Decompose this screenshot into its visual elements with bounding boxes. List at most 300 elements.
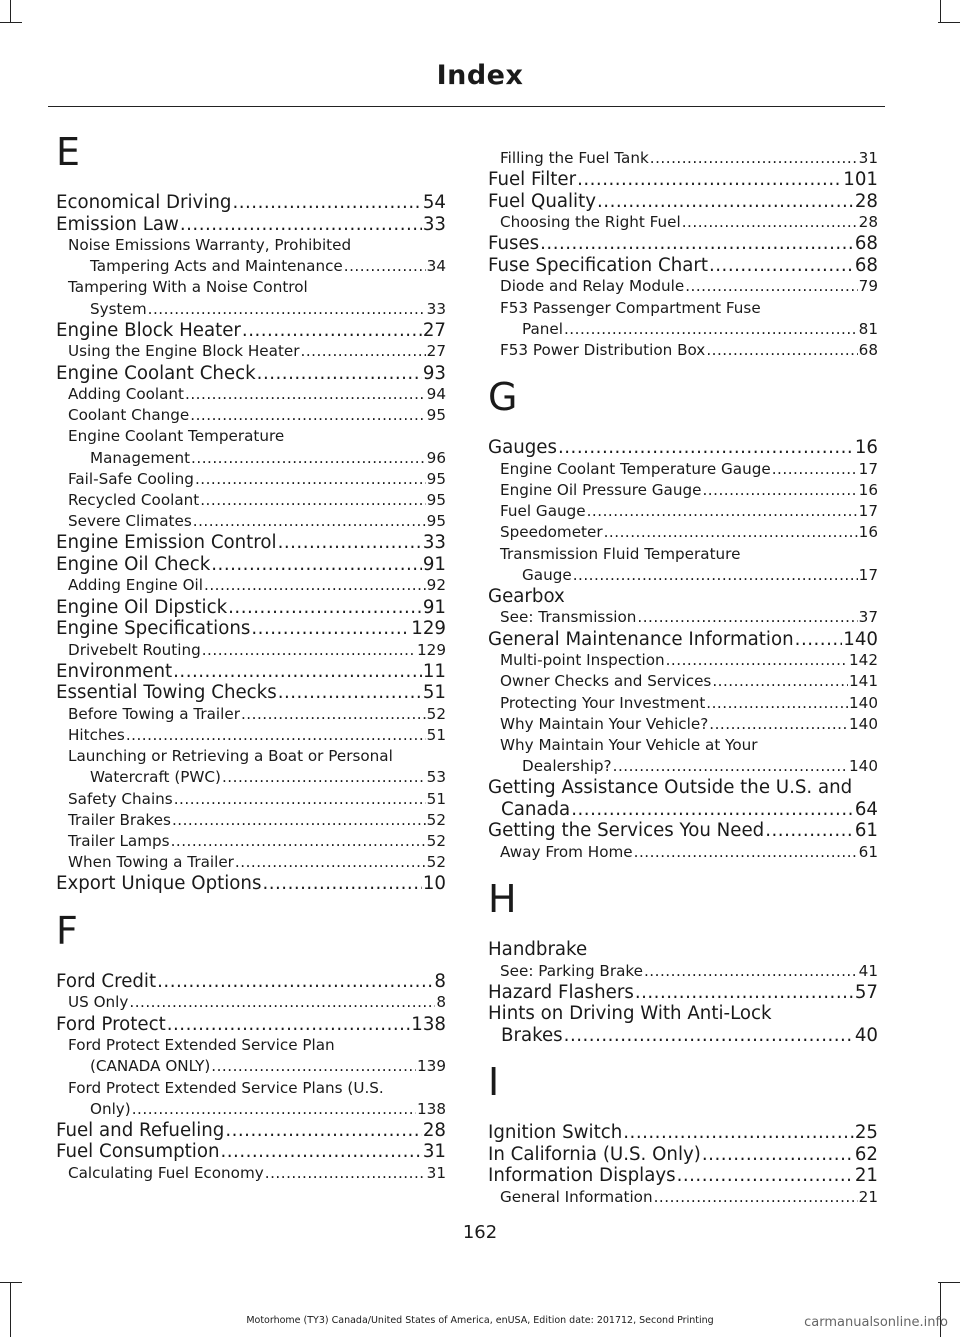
leader-dots <box>232 192 421 214</box>
index-entry[interactable] <box>488 629 878 651</box>
entry-text-continued: Brakes <box>501 1024 563 1046</box>
leader-dots <box>172 810 426 831</box>
page-ref: 61 <box>854 820 878 842</box>
index-subentry[interactable] <box>488 522 878 543</box>
index-entry[interactable] <box>56 661 446 683</box>
page-ref: 64 <box>854 798 878 820</box>
index-entry[interactable] <box>56 1014 446 1036</box>
entry-text: Adding Coolant <box>68 385 185 404</box>
section-letter: G <box>488 375 518 420</box>
page-ref: 139 <box>417 1057 446 1076</box>
index-subentry[interactable] <box>488 148 878 169</box>
leader-dots <box>265 1163 426 1184</box>
entry-continuation <box>90 299 446 320</box>
page-ref: 138 <box>417 1099 446 1118</box>
page-ref: 95 <box>426 406 446 425</box>
leader-dots <box>795 629 843 651</box>
leader-dots <box>211 1056 416 1077</box>
page-ref: 27 <box>422 319 446 341</box>
index-subentry[interactable] <box>56 640 446 661</box>
entry-text-continued: Gauge <box>522 565 572 584</box>
page-ref: 91 <box>422 553 446 575</box>
entry-continuation <box>501 1025 878 1047</box>
page-ref: 8 <box>436 993 446 1012</box>
entry-text: Using the Engine Block Heater <box>68 342 300 361</box>
page-number: 162 <box>462 1222 498 1243</box>
entry-text: Engine Oil Pressure Gauge <box>500 480 702 499</box>
entry-text: Fuel and Refueling <box>56 1119 225 1141</box>
leader-dots <box>174 789 426 810</box>
entry-text: Transmission Fluid Temperature <box>500 544 741 563</box>
page-ref: 10 <box>422 873 446 895</box>
entry-text: Environment <box>56 660 173 682</box>
index-entry[interactable] <box>488 777 878 820</box>
leader-dots <box>709 255 854 277</box>
page-ref: 33 <box>426 299 446 318</box>
page-ref: 140 <box>849 757 878 776</box>
index-entry[interactable] <box>56 618 446 640</box>
page-ref: 52 <box>426 810 446 829</box>
leader-dots <box>634 842 858 863</box>
leader-dots <box>635 982 854 1004</box>
leader-dots <box>157 971 433 993</box>
leader-dots <box>278 682 422 704</box>
entry-text: Coolant Change <box>68 406 190 425</box>
page-ref: 68 <box>854 254 878 276</box>
leader-dots <box>251 618 410 640</box>
page-ref: 95 <box>426 491 446 510</box>
index-subentry[interactable] <box>56 1035 446 1077</box>
page-title: Index <box>436 60 524 91</box>
entry-text: Severe Climates <box>68 512 192 531</box>
page-ref: 16 <box>858 523 878 542</box>
entry-text: Tampering With a Noise Control <box>68 278 308 297</box>
leader-dots <box>225 1120 422 1142</box>
page-ref: 79 <box>858 277 878 296</box>
index-entry[interactable] <box>56 873 446 895</box>
page-ref: 57 <box>854 981 878 1003</box>
leader-dots <box>171 831 426 852</box>
page-ref: 91 <box>422 596 446 618</box>
crop-mark <box>938 22 960 23</box>
leader-dots <box>257 363 422 385</box>
leader-dots <box>677 1165 854 1187</box>
leader-dots <box>772 459 858 480</box>
page-ref: 93 <box>422 362 446 384</box>
index-subentry[interactable] <box>488 735 878 777</box>
entry-text-continued: Panel <box>522 319 563 338</box>
index-subentry[interactable] <box>56 831 446 852</box>
leader-dots <box>613 756 848 777</box>
index-subentry[interactable] <box>488 340 878 361</box>
index-subentry[interactable] <box>488 961 878 982</box>
entry-text: Diode and Relay Module <box>500 277 685 296</box>
index-subentry[interactable] <box>488 480 878 501</box>
leader-dots <box>702 1144 854 1166</box>
entry-text: Fuse Specification Chart <box>488 254 708 276</box>
entry-text-continued: Watercraft (PWC) <box>90 768 221 787</box>
entry-text: Fuel Gauge <box>500 502 586 521</box>
page-ref: 53 <box>426 768 446 787</box>
entry-text-continued: Only) <box>90 1099 131 1118</box>
page-ref: 95 <box>426 469 446 488</box>
index-entry[interactable] <box>56 597 446 619</box>
index-entry[interactable] <box>488 820 878 842</box>
entry-text: Engine Oil Dipstick <box>56 596 228 618</box>
leader-dots <box>558 437 854 459</box>
index-subentry[interactable] <box>56 852 446 873</box>
page-ref: 41 <box>858 961 878 980</box>
leader-dots <box>228 597 422 619</box>
index-subentry[interactable] <box>488 693 878 714</box>
edition-footer: Motorhome (TY3) Canada/United States of America, enUSA, Edition date: 201712, Second Printing <box>246 1315 714 1326</box>
entry-text: See: Parking Brake <box>500 961 643 980</box>
leader-dots <box>132 1099 416 1120</box>
entry-text: Engine Emission Control <box>56 532 277 554</box>
index-subentry[interactable] <box>488 607 878 628</box>
entry-text: See: Transmission <box>500 608 637 627</box>
page-ref: 8 <box>434 970 446 992</box>
leader-dots <box>200 490 425 511</box>
index-subentry[interactable] <box>488 501 878 522</box>
index-subentry[interactable] <box>56 575 446 596</box>
index-entry[interactable] <box>488 1144 878 1166</box>
entry-text: Safety Chains <box>68 789 173 808</box>
leader-dots <box>712 671 848 692</box>
page-ref: 96 <box>426 448 446 467</box>
leader-dots <box>666 650 848 671</box>
entry-text: Engine Oil Check <box>56 553 211 575</box>
entry-text: F53 Passenger Compartment Fuse <box>500 298 761 317</box>
entry-text: F53 Power Distribution Box <box>500 341 706 360</box>
entry-text: Engine Coolant Temperature <box>68 427 285 446</box>
index-subentry[interactable] <box>56 405 446 426</box>
entry-text: Getting the Services You Need <box>488 820 765 842</box>
index-subentry[interactable] <box>488 544 878 586</box>
index-entry[interactable] <box>488 1003 878 1046</box>
entry-text: Launching or Retrieving a Boat or Personal <box>68 747 393 766</box>
index-entry[interactable] <box>488 191 878 213</box>
index-entry[interactable] <box>56 192 446 214</box>
leader-dots <box>180 214 422 236</box>
page-ref: 142 <box>849 651 878 670</box>
entry-continuation <box>501 799 878 821</box>
section-letter: E <box>56 130 81 174</box>
entry-text: Filling the Fuel Tank <box>500 149 649 167</box>
leader-dots <box>573 565 858 586</box>
page-ref: 101 <box>843 169 878 191</box>
index-subentry[interactable] <box>56 789 446 810</box>
entry-text-continued: (CANADA ONLY) <box>90 1057 211 1076</box>
leader-dots <box>540 233 854 255</box>
entry-text: Essential Towing Checks <box>56 682 277 704</box>
page-ref: 92 <box>426 576 446 595</box>
entry-text: Speedometer <box>500 523 603 542</box>
leader-dots <box>587 501 858 522</box>
index-entry[interactable] <box>488 1122 878 1144</box>
page-ref: 68 <box>858 341 878 360</box>
leader-dots <box>702 480 857 501</box>
page-ref: 51 <box>422 682 446 704</box>
index-subentry[interactable] <box>488 714 878 735</box>
index-entry[interactable] <box>56 554 446 576</box>
page-ref: 17 <box>858 502 878 521</box>
page-ref: 94 <box>426 385 446 404</box>
index-subentry[interactable] <box>488 276 878 297</box>
leader-dots <box>571 799 854 821</box>
leader-dots <box>577 169 842 191</box>
entry-text: Recycled Coolant <box>68 491 200 510</box>
index-subentry[interactable] <box>56 1078 446 1120</box>
leader-dots <box>148 299 426 320</box>
leader-dots <box>222 767 426 788</box>
entry-text-continued: System <box>90 299 147 318</box>
index-entry[interactable] <box>488 169 878 191</box>
entry-text: Economical Driving <box>56 192 232 213</box>
leader-dots <box>190 405 425 426</box>
index-subentry[interactable] <box>56 384 446 405</box>
index-subentry[interactable] <box>56 704 446 725</box>
leader-dots <box>262 873 421 895</box>
index-subentry[interactable] <box>56 725 446 746</box>
page-ref: 81 <box>858 319 878 338</box>
entry-text: Hitches <box>68 726 125 745</box>
entry-text: Fuel Filter <box>488 169 577 191</box>
crop-mark <box>0 22 22 23</box>
page-ref: 21 <box>858 1187 878 1206</box>
leader-dots <box>765 820 854 842</box>
entry-text: US Only <box>68 993 129 1012</box>
leader-dots <box>344 256 426 277</box>
index-entry[interactable] <box>488 255 878 277</box>
page-ref: 40 <box>854 1024 878 1046</box>
page-ref: 21 <box>854 1165 878 1187</box>
entry-continuation <box>90 256 446 277</box>
entry-continuation <box>90 767 446 788</box>
leader-dots <box>654 1187 858 1208</box>
section-letter: H <box>488 877 517 922</box>
index-entry[interactable] <box>56 214 446 236</box>
entry-text: In California (U.S. Only) <box>488 1143 701 1165</box>
page-ref: 51 <box>426 726 446 745</box>
page-ref: 37 <box>858 608 878 627</box>
entry-text: Hazard Flashers <box>488 981 634 1003</box>
index-subentry[interactable] <box>488 1187 878 1208</box>
entry-text: Ford Protect <box>56 1013 166 1035</box>
leader-dots <box>301 341 426 362</box>
page-ref: 11 <box>422 660 446 682</box>
index-subentry[interactable] <box>488 650 878 671</box>
index-subentry[interactable] <box>56 490 446 511</box>
page-ref: 31 <box>426 1163 446 1182</box>
page-ref: 68 <box>854 233 878 255</box>
page-ref: 33 <box>422 213 446 235</box>
index-subentry[interactable] <box>56 235 446 277</box>
index-subentry[interactable] <box>56 992 446 1013</box>
index-subentry[interactable] <box>488 671 878 692</box>
leader-dots <box>191 448 426 469</box>
leader-dots <box>126 725 426 746</box>
leader-dots <box>637 607 857 628</box>
index-entry[interactable] <box>488 233 878 255</box>
leader-dots <box>278 532 422 554</box>
page-ref: 16 <box>858 480 878 499</box>
index-subentry[interactable] <box>56 1163 446 1184</box>
index-column-left <box>56 130 446 1184</box>
crop-mark <box>938 1282 960 1283</box>
page-ref: 28 <box>854 190 878 212</box>
entry-text: Export Unique Options <box>56 873 262 895</box>
index-entry[interactable] <box>488 586 878 608</box>
index-subentry[interactable] <box>488 298 878 340</box>
index-entry[interactable] <box>56 682 446 704</box>
entry-text: Fuses <box>488 233 540 255</box>
index-column-right <box>488 148 878 1208</box>
index-entry[interactable] <box>56 320 446 342</box>
entry-text: General Maintenance Information <box>488 628 794 650</box>
page-ref: 25 <box>854 1122 878 1144</box>
index-entry[interactable] <box>488 939 878 961</box>
page-ref: 129 <box>411 618 446 640</box>
leader-dots <box>564 319 858 340</box>
page-ref: 61 <box>858 842 878 861</box>
page-ref: 140 <box>849 714 878 733</box>
section-letter: F <box>56 908 78 953</box>
index-subentry[interactable] <box>56 277 446 319</box>
entry-text: Information Displays <box>488 1165 676 1187</box>
crop-mark <box>940 0 941 22</box>
crop-mark <box>0 1282 22 1283</box>
entry-text: Handbrake <box>488 939 588 961</box>
leader-dots <box>202 640 416 661</box>
index-subentry[interactable] <box>488 459 878 480</box>
leader-dots <box>644 961 858 982</box>
page-ref: 52 <box>426 704 446 723</box>
entry-continuation <box>90 1056 446 1077</box>
leader-dots <box>604 522 858 543</box>
entry-text: Engine Coolant Temperature Gauge <box>500 459 771 478</box>
page-ref: 129 <box>417 640 446 659</box>
entry-text: Fail-Safe Cooling <box>68 469 194 488</box>
entry-text: Before Towing a Trailer <box>68 704 240 723</box>
leader-dots <box>706 693 848 714</box>
entry-text: Ford Credit <box>56 970 157 992</box>
leader-dots <box>185 384 426 405</box>
index-entry[interactable] <box>56 532 446 554</box>
index-entry[interactable] <box>488 1165 878 1187</box>
leader-dots <box>623 1122 854 1144</box>
entry-text: Why Maintain Your Vehicle? <box>500 714 709 733</box>
leader-dots <box>682 212 858 233</box>
page-ref: 31 <box>422 1141 446 1163</box>
entry-text: Getting Assistance Outside the U.S. and <box>488 777 853 799</box>
page-ref: 31 <box>858 149 878 167</box>
entry-text: When Towing a Trailer <box>68 853 234 872</box>
index-entry[interactable] <box>56 1120 446 1142</box>
entry-text: Hints on Driving With Anti-Lock <box>488 1003 772 1025</box>
page-ref: 52 <box>426 832 446 851</box>
index-entry[interactable] <box>56 1141 446 1163</box>
entry-text: Gauges <box>488 437 557 459</box>
index-entry[interactable] <box>488 982 878 1004</box>
index-subentry[interactable] <box>488 842 878 863</box>
entry-text: Ford Protect Extended Service Plan <box>68 1036 335 1055</box>
page-ref: 28 <box>858 213 878 232</box>
watermark: carmanualsonline.info <box>804 1315 948 1330</box>
leader-dots <box>173 661 422 683</box>
index-subentry[interactable] <box>56 341 446 362</box>
page-ref: 51 <box>426 789 446 808</box>
page-ref: 54 <box>422 192 446 213</box>
entry-text-continued: Dealership? <box>522 757 612 776</box>
entry-text: Drivebelt Routing <box>68 640 201 659</box>
page-ref: 28 <box>422 1119 446 1141</box>
leader-dots <box>241 704 426 725</box>
entry-text: Protecting Your Investment <box>500 693 706 712</box>
entry-text: Owner Checks and Services <box>500 672 712 691</box>
page-ref: 33 <box>422 532 446 554</box>
index-entry[interactable] <box>56 971 446 993</box>
entry-continuation <box>522 319 878 340</box>
entry-continuation <box>522 756 878 777</box>
index-entry[interactable] <box>488 437 878 459</box>
entry-text: Fuel Quality <box>488 190 597 212</box>
leader-dots <box>167 1014 411 1036</box>
leader-dots <box>597 191 854 213</box>
crop-mark <box>10 0 11 22</box>
entry-text: General Information <box>500 1187 653 1206</box>
entry-text: Why Maintain Your Vehicle at Your <box>500 735 758 754</box>
entry-text: Engine Specifications <box>56 618 251 640</box>
entry-text: Choosing the Right Fuel <box>500 213 681 232</box>
leader-dots <box>129 992 435 1013</box>
page-ref: 27 <box>426 342 446 361</box>
index-subentry[interactable] <box>56 810 446 831</box>
page-ref: 138 <box>411 1013 446 1035</box>
entry-text: Away From Home <box>500 842 633 861</box>
index-subentry[interactable] <box>488 212 878 233</box>
entry-text: Trailer Brakes <box>68 810 171 829</box>
leader-dots <box>242 320 422 342</box>
page-ref: 140 <box>849 693 878 712</box>
leader-dots <box>220 1141 421 1163</box>
index-subentry[interactable] <box>56 746 446 788</box>
entry-text-continued: Canada <box>501 798 571 820</box>
entry-text: Adding Engine Oil <box>68 576 203 595</box>
leader-dots <box>211 554 422 576</box>
leader-dots <box>706 340 857 361</box>
entry-text: Multi-point Inspection <box>500 651 665 670</box>
index-entry[interactable] <box>56 363 446 385</box>
entry-text: Engine Block Heater <box>56 319 241 341</box>
entry-text: Ford Protect Extended Service Plans (U.S. <box>68 1078 384 1097</box>
leader-dots <box>709 714 848 735</box>
entry-continuation <box>522 565 878 586</box>
entry-text: Calculating Fuel Economy <box>68 1163 264 1182</box>
entry-text: Emission Law <box>56 213 179 235</box>
page-ref: 140 <box>843 628 878 650</box>
index-subentry[interactable] <box>56 469 446 490</box>
entry-text: Trailer Lamps <box>68 832 170 851</box>
page-ref: 141 <box>849 672 878 691</box>
leader-dots <box>650 148 858 169</box>
entry-continuation <box>90 448 446 469</box>
index-subentry[interactable] <box>56 426 446 468</box>
page-ref: 17 <box>858 459 878 478</box>
entry-text-continued: Management <box>90 448 191 467</box>
index-subentry[interactable] <box>56 511 446 532</box>
entry-continuation <box>90 1099 446 1120</box>
